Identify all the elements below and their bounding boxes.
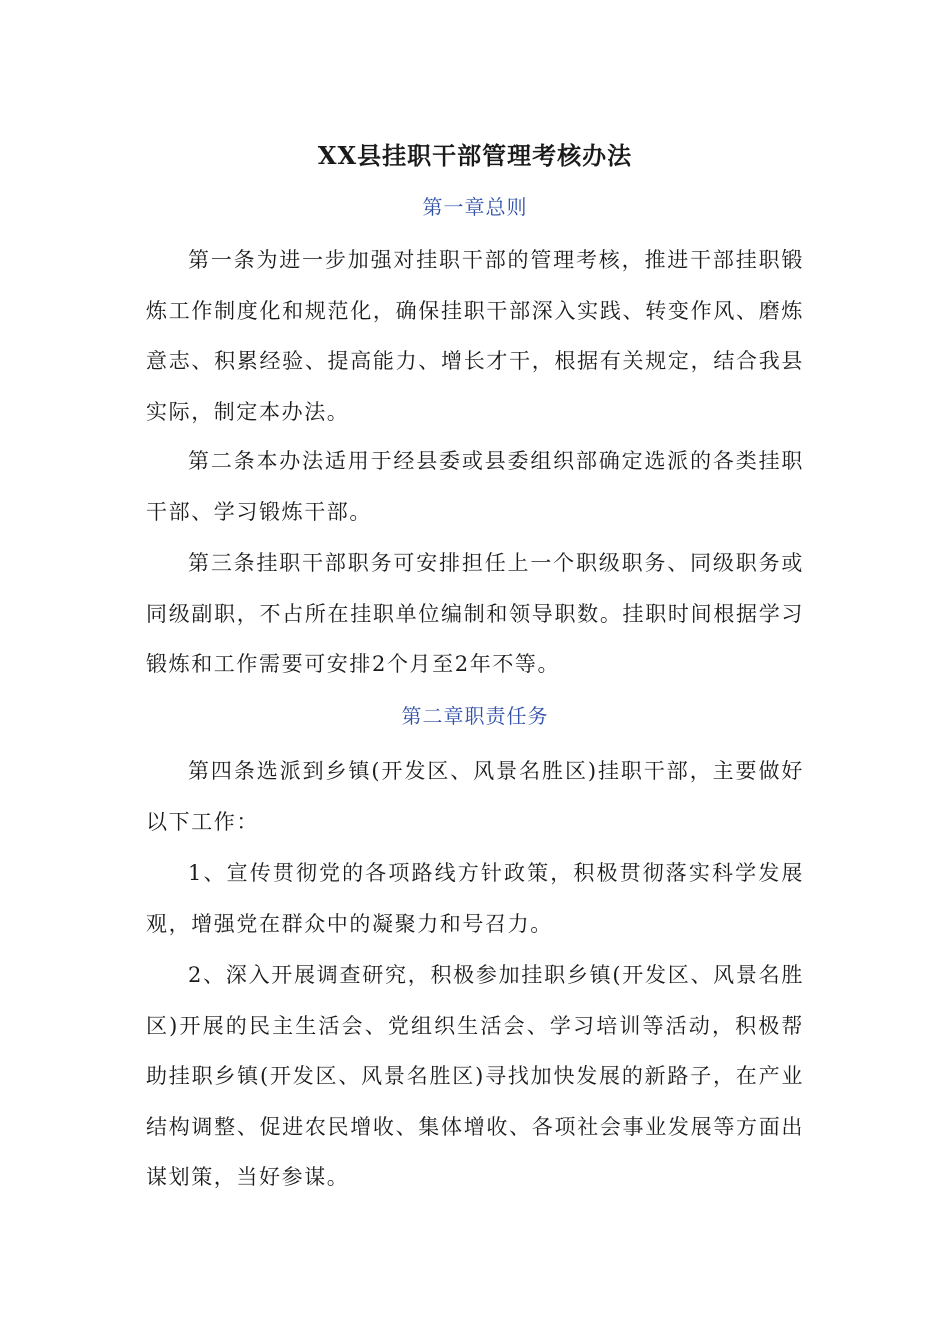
document-title: XX县挂职干部管理考核办法: [317, 141, 633, 170]
article-4-paragraph: 第四条选派到乡镇(开发区、风景名胜区)挂职干部，主要做好以下工作：: [146, 759, 804, 834]
article-1-paragraph: 第一条为进一步加强对挂职干部的管理考核，推进干部挂职锻炼工作制度化和规范化，确保挂职干部深入实践、转变作风、磨炼意志、积累经验、提高能力、增长才干，根据有关规定，结合我县实际，制定本办法。: [146, 248, 804, 424]
chapter-heading-2: 第二章职责任务: [401, 704, 549, 728]
article-3-paragraph: 第三条挂职干部职务可安排担任上一个职级职务、同级职务或同级副职，不占所在挂职单位编制和领导职数。挂职时间根据学习锻炼和工作需要可安排2个月至2年不等。: [146, 551, 804, 676]
article-2-paragraph: 第二条本办法适用于经县委或县委组织部确定选派的各类挂职干部、学习锻炼干部。: [146, 449, 804, 524]
duty-item-1-paragraph: 1、宣传贯彻党的各项路线方针政策，积极贯彻落实科学发展观，增强党在群众中的凝聚力和号召力。: [146, 861, 804, 936]
duty-item-2-paragraph: 2、深入开展调查研究，积极参加挂职乡镇(开发区、风景名胜区)开展的民主生活会、党组织生活会、学习培训等活动，积极帮助挂职乡镇(开发区、风景名胜区)寻找加快发展的新路子，在产业结构调整、促进农民增收、集体增收、各项社会事业发展等方面出谋划策，当好参谋。: [146, 963, 804, 1189]
chapter-heading-1: 第一章总则: [422, 195, 528, 219]
